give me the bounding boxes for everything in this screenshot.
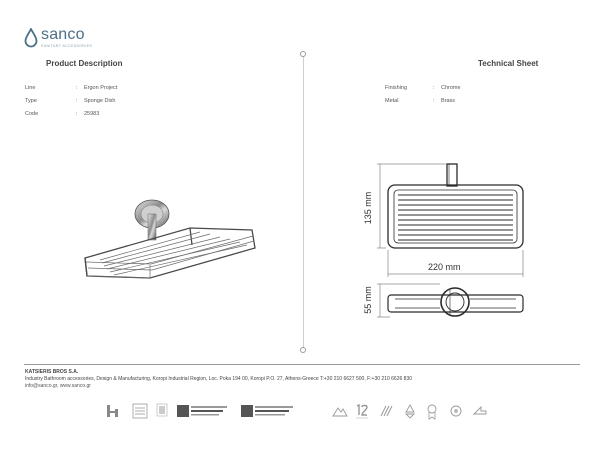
- arrow-icon: [472, 403, 488, 419]
- spec-separator: :: [76, 85, 78, 91]
- height-dimension-label: 135 mm: [363, 191, 373, 225]
- spec-separator: :: [76, 98, 78, 104]
- technical-drawing: [350, 150, 540, 340]
- water-drop-icon: [24, 28, 38, 48]
- technical-sheet-heading: Technical Sheet: [478, 59, 539, 68]
- divider-dot: [300, 51, 306, 57]
- mountain-icon: [332, 403, 348, 419]
- brand-tagline: SANITARY ACCESSORIES: [41, 44, 93, 48]
- spec-label: Finishing: [385, 85, 408, 91]
- company-contact[interactable]: info@sanco.gr, www.sanco.gr: [25, 383, 91, 389]
- spec-value: Brass: [441, 98, 456, 104]
- spec-value: Chrome: [441, 85, 461, 91]
- spec-label: Type: [25, 98, 37, 104]
- certification-logos: [100, 398, 540, 424]
- cert-badge-icon: [132, 403, 148, 419]
- spec-value: Sponge Dish: [84, 98, 116, 104]
- spec-row-metal: [385, 98, 461, 111]
- spec-label: Code: [25, 111, 39, 117]
- technical-specs: [385, 85, 461, 111]
- company-name: KATSIERIS BROS S.A.: [25, 369, 79, 375]
- product-specs: [25, 85, 117, 124]
- product-photo: [40, 148, 280, 298]
- award-icon: [424, 403, 440, 421]
- spec-label: Metal: [385, 98, 399, 104]
- bar-code-icon: [156, 403, 168, 417]
- footer: [25, 369, 412, 390]
- brand-name: sanco: [41, 26, 85, 43]
- spec-separator: :: [76, 111, 78, 117]
- spec-separator: :: [433, 85, 435, 91]
- product-description-heading: Product Description: [46, 59, 123, 68]
- iso-certificate-icon-2: [240, 403, 296, 419]
- brand-logo: [24, 27, 92, 48]
- spec-label: Line: [25, 85, 36, 91]
- spec-value: Ergon Project: [84, 85, 118, 91]
- footer-divider: [24, 364, 580, 365]
- spec-row-type: [25, 98, 117, 111]
- twelve-years-icon: [354, 403, 370, 421]
- depth-dimension-label: 55 mm: [363, 286, 373, 314]
- spec-row-code: [25, 111, 117, 124]
- company-address: Industry Bathroom accessories, Design & Manufacturing, Koropi Industrial Region, Loc. Poka 194 00, Koropi P.O. 27, Athens-Greece T:+30 210 6627 500, F:+30 210 6626 830: [25, 376, 413, 382]
- spec-separator: :: [433, 98, 435, 104]
- cycle-icon: [448, 403, 464, 419]
- recycle-icon: [402, 403, 418, 419]
- iso-certificate-icon: [176, 403, 230, 419]
- vertical-divider: [303, 52, 304, 352]
- spec-value: 25983: [84, 111, 100, 117]
- width-dimension-label: 220 mm: [428, 262, 461, 272]
- divider-dot: [300, 347, 306, 353]
- spec-row-finishing: [385, 85, 461, 98]
- stripes-icon: [378, 403, 394, 419]
- spec-row-line: [25, 85, 117, 98]
- h-mark-icon: [104, 403, 122, 421]
